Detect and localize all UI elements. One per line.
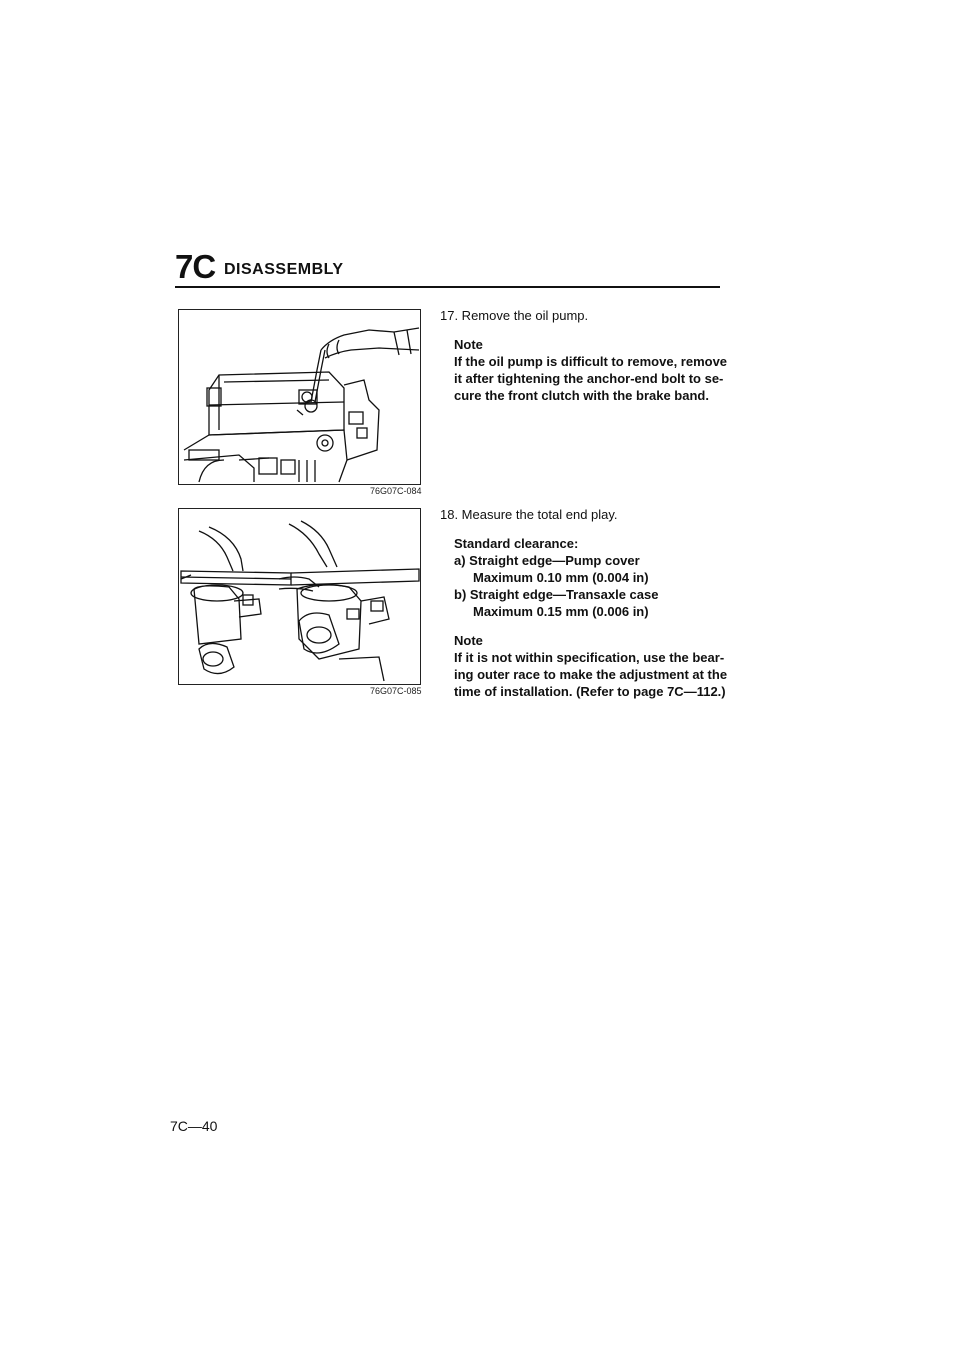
note-line: If it is not within specification, use the bear- [454, 650, 725, 665]
oil-pump-illustration [179, 310, 420, 484]
spec-item-value: Maximum 0.15 mm (0.006 in) [473, 604, 649, 619]
note-line: ing outer race to make the adjustment at the [454, 667, 728, 682]
step-17 [440, 307, 728, 404]
step-heading: 18. Measure the total end play. [440, 507, 618, 522]
step-heading: 17. Remove the oil pump. [440, 308, 589, 323]
note-title: Note [454, 337, 483, 352]
section-title: DISASSEMBLY [224, 261, 344, 278]
spec-item-value: Maximum 0.10 mm (0.004 in) [473, 570, 649, 585]
spec-title: Standard clearance: [454, 536, 579, 551]
step-18 [440, 506, 728, 700]
page-number: 7C—40 [170, 1118, 218, 1134]
note-line: time of installation. (Refer to page 7C—112.) [454, 684, 726, 699]
end-play-illustration [179, 509, 420, 684]
figure-caption: 76G07C-085 [370, 686, 422, 696]
spec-item-label: a) Straight edge—Pump cover [454, 553, 640, 568]
step-note [454, 336, 728, 404]
note-line: it after tightening the anchor-end bolt to se- [454, 371, 724, 386]
section-code: 7C [175, 248, 216, 285]
note-title: Note [454, 633, 483, 648]
figure-oil-pump-removal [178, 309, 421, 485]
figure-caption: 76G07C-084 [370, 486, 422, 496]
header-rule [175, 286, 720, 288]
step-note [454, 632, 728, 700]
note-line: If the oil pump is difficult to remove, remove [454, 354, 728, 369]
figure-end-play-measurement [178, 508, 421, 685]
spec-item-label: b) Straight edge—Transaxle case [454, 587, 659, 602]
step-spec [454, 535, 725, 620]
note-line: cure the front clutch with the brake band. [454, 388, 709, 403]
